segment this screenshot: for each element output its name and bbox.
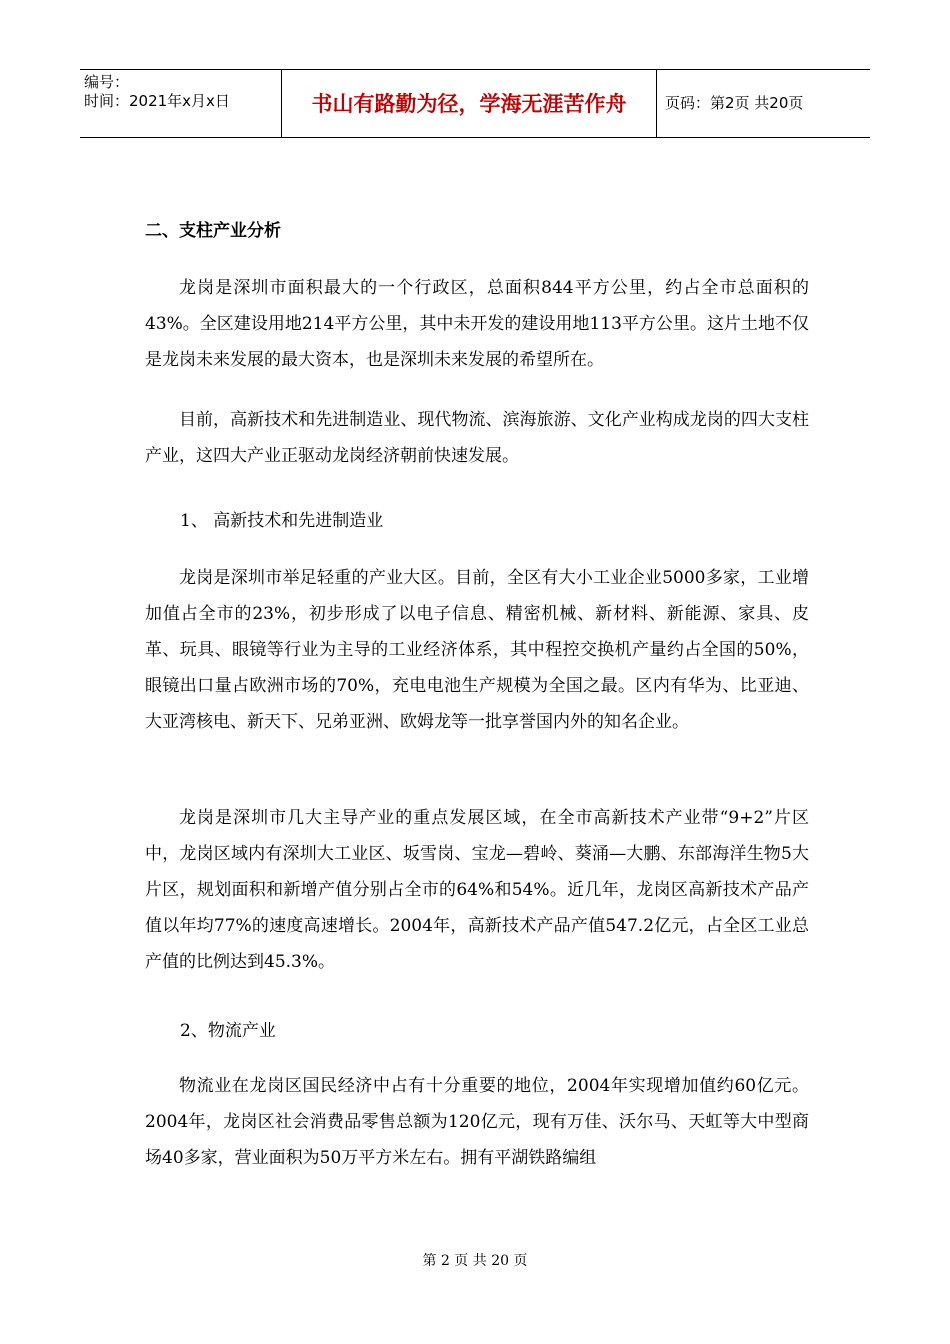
paragraph-area: 龙岗是深圳市面积最大的一个行政区，总面积844平方公里，约占全市总面积的43%。全区建设用地214平方公里，其中未开发的建设用地113平方公里。这片土地不仅是龙岗未来发展的最大资本，也是深圳未来发展的希望所在。 bbox=[145, 278, 809, 370]
header-page-info: 页码：第2页 共20页 bbox=[665, 94, 804, 112]
page-footer: 第 2 页 共 20 页 bbox=[422, 1253, 528, 1269]
paragraph-industries: 目前，高新技术和先进制造业、现代物流、滨海旅游、文化产业构成龙岗的四大支柱产业，这四大产业正驱动龙岗经济朝前快速发展。 bbox=[145, 410, 809, 466]
subheading-logistics: 2、物流产业 bbox=[180, 1021, 276, 1041]
time-label: 时间：2021年x月x日 bbox=[84, 92, 230, 110]
paragraph-hightech-zone: 龙岗是深圳市几大主导产业的重点发展区域，在全市高新技术产业带“9+2”片区中，龙岗区域内有深圳大工业区、坂雪岗、宝龙—碧岭、葵涌—大鹏、东部海洋生物5大片区，规划面积和新增产值分别占全市的64%和54%。近几年，龙岗区高新技术产品产值以年均77%的速度高速增长。2004年，高新技术产品产值547.2亿元，占全区工业总产值的比例达到45.3%。 bbox=[145, 808, 809, 972]
header-meta bbox=[80, 70, 282, 137]
header-motto: 书山有路勤为径，学海无涯苦作舟 bbox=[282, 70, 657, 137]
page-header bbox=[80, 69, 870, 138]
subheading-hightech: 1、 高新技术和先进制造业 bbox=[180, 511, 384, 531]
section-heading: 二、支柱产业分析 bbox=[145, 221, 281, 241]
number-label: 编号： bbox=[84, 73, 130, 91]
paragraph-industrial-district: 龙岗是深圳市举足轻重的产业大区。目前，全区有大小工业企业5000多家，工业增加值占全市的23%，初步形成了以电子信息、精密机械、新材料、新能源、家具、皮革、玩具、眼镜等行业为主导的工业经济体系，其中程控交换机产量约占全国的50%，眼镜出口量占欧洲市场的70%，充电电池生产规模为全国之最。区内有华为、比亚迪、大亚湾核电、新天下、兄弟亚洲、欧姆龙等一批享誉国内外的知名企业。 bbox=[145, 568, 809, 732]
paragraph-logistics: 物流业在龙岗区国民经济中占有十分重要的地位，2004年实现增加值约60亿元。2004年，龙岗区社会消费品零售总额为120亿元，现有万佳、沃尔马、天虹等大中型商场40多家，营业面积为50万平方米左右。拥有平湖铁路编组 bbox=[145, 1076, 809, 1168]
